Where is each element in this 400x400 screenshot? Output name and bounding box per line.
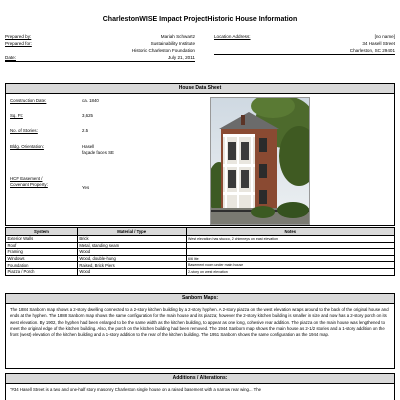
material-cell: Wood, double-hung — [77, 255, 186, 262]
easement-value: Yes — [82, 185, 90, 190]
location-value-3: Charleston, SC 29401 — [349, 48, 395, 53]
date-label: Date: — [5, 55, 16, 60]
system-cell: Framing — [6, 249, 78, 256]
material-cell: Wood — [77, 249, 186, 256]
easement-label: HCF Easement / Covenant Property: — [10, 176, 48, 187]
column-header-notes: Notes — [186, 228, 394, 236]
location-row-2 — [214, 40, 395, 47]
house-data-sheet — [5, 83, 395, 226]
notes-cell: 6/6 lite — [186, 255, 394, 262]
material-cell: Brick — [77, 236, 186, 243]
prepared-for-value-1: Sustainability Institute — [150, 41, 195, 46]
prepared-by-value: Mariah Schwartz — [160, 34, 195, 39]
notes-cell: Basement room under main house — [186, 262, 394, 269]
orientation-label: Bldg. Orientation: — [10, 144, 44, 149]
table-row — [6, 262, 395, 269]
prepared-for-value-2: Historic Charleston Foundation — [131, 48, 195, 53]
table-row — [6, 255, 395, 262]
prepared-for-label: Prepared for: — [5, 41, 32, 46]
notes-cell: 2-story on west elevation — [186, 268, 394, 275]
additions-text: "#34 Hasell Street is a two and one-half story masonry Charleston single house on a raised basement with a narrow rear wing... The — [10, 387, 262, 392]
sanborn-maps-header: Sanborn Maps: — [6, 294, 394, 304]
sq-ft-value: 3,625 — [82, 113, 93, 118]
location-value-1: [no name] — [374, 34, 395, 39]
sanborn-maps-section — [5, 293, 395, 369]
prepared-for-row-2 — [5, 47, 195, 54]
prepared-by-row — [5, 33, 195, 40]
date-value: July 21, 2011 — [168, 55, 195, 60]
construction-date-label: Construction Date: — [10, 98, 47, 103]
material-cell: Wood — [77, 268, 186, 275]
house-data-sheet-header: House Data Sheet — [6, 84, 394, 94]
table-row — [6, 242, 395, 249]
house-photo — [210, 97, 310, 225]
notes-cell — [186, 249, 394, 256]
sq-ft-label: Sq. Ft: — [10, 113, 23, 118]
column-header-system: System — [6, 228, 78, 236]
prepared-info — [5, 33, 195, 61]
location-value-2: 34 Hasell Street — [362, 41, 395, 46]
orientation-value: Hasell façade faces SE — [82, 144, 114, 155]
location-row-3 — [214, 47, 395, 54]
additions-section — [5, 373, 395, 400]
sanborn-maps-text: The 1884 Sanborn map shows a 2-story dwelling connected to a 2-story kitchen building by a 2-story hyphen. A 2-story piazza on the west elevation wraps around to the back of the original house and ends at the hyphen. The 1888 Sanborn map shows the same configuration for the main house and its piazza; however the 2-story kitchen building is smaller in size and now has a 2-story porch on its west elevation. By 1902, the hyphen had been enlarged to be the same width as the kitchen building, to appear as one long, cohesive rear addition. The piazza on the main house was lengthened to meet the original edge of the kitchen building. Also, the porch on the kitchen building had been removed. The 1944 Sanborn map shows the main house as 2-1/2 stories and a 1-story addition on the front (west) elevation of the kitchen building and a 1-story addition to the rear of the kitchen building. The 1951 Sanborn shows the same configuration as the 1944 map. — [10, 307, 389, 338]
materials-table — [5, 227, 395, 276]
location-label: Location Address: — [214, 34, 251, 39]
location-info — [214, 33, 395, 54]
notes-cell — [186, 242, 394, 249]
material-cell: Metal, standing seam — [77, 242, 186, 249]
system-cell: Windows — [6, 255, 78, 262]
stories-value: 2.5 — [82, 128, 89, 133]
notes-cell: West elevation has stucco, 2 chimneys on east elevation — [186, 236, 394, 243]
prepared-for-row — [5, 40, 195, 47]
prepared-by-label: Prepared by: — [5, 34, 32, 39]
location-underline — [214, 47, 395, 55]
table-row — [6, 268, 395, 275]
page-title: CharlestonWISE Impact ProjectHistoric House Information — [102, 16, 298, 23]
additions-header: Additions / Alterations: — [6, 374, 394, 384]
column-header-material: Material / Type — [77, 228, 186, 236]
table-row — [6, 249, 395, 256]
stories-label: No. of Stories: — [10, 128, 38, 133]
system-cell: Roof — [6, 242, 78, 249]
table-row — [6, 236, 395, 243]
materials-header-row — [6, 228, 395, 236]
prepared-underline — [5, 54, 195, 62]
date-row — [5, 54, 195, 61]
system-cell: Piazza / Porch — [6, 268, 78, 275]
material-cell: Raised, Brick Piers — [77, 262, 186, 269]
system-cell: Foundation — [6, 262, 78, 269]
location-row — [214, 33, 395, 40]
construction-date-value: ca. 1840 — [82, 98, 99, 103]
system-cell: Exterior Walls — [6, 236, 78, 243]
